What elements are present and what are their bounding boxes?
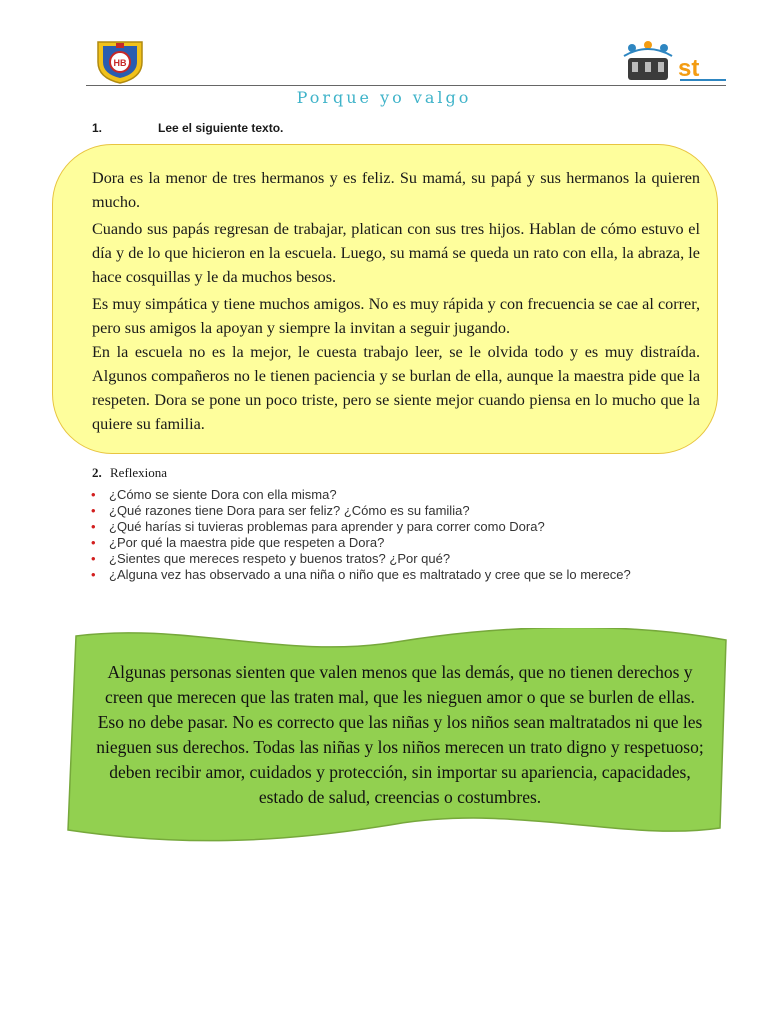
bullet-icon: • [91,519,96,534]
banner-text: Algunas personas sienten que valen menos que las demás, que no tienen derechos y creen que merecen que las traten mal, que les nieguen amor o que se burlen de ellas. Eso no debe pasar. No es correcto que las niñas y los niños sean maltratados ni que les nieguen sus derechos. Todas las niñas y los niños merecen un trato digno y respetuoso; deben recibir amor, cuidados y protección, sin importar su apariencia, capacidades, estado de salud, creencias o costumbres. [96,662,704,807]
bullet-icon: • [91,535,96,550]
sts-logo [620,40,730,84]
question-item [90,519,690,535]
reading-paragraph: Es muy simpática y tiene muchos amigos. No es muy rápida y con frecuencia se cae al correr, pero sus amigos la apoyan y siempre la invitan a seguir jugando. [92,295,700,337]
bullet-icon: • [91,551,96,566]
question-item [90,551,690,567]
reading-paragraph: Dora es la menor de tres hermanos y es feliz. Su mamá, su papá y sus hermanos la quieren mucho. [92,169,700,211]
section-1-number: 1. [92,121,103,135]
question-item [90,535,690,551]
section-2-label: Reflexiona [110,465,168,480]
bullet-icon: • [91,567,96,582]
question-list [90,487,690,583]
question-item [90,487,690,503]
right-logo-text: st [678,55,700,82]
bullet-icon: • [91,503,96,518]
left-logo-text: HB [113,58,127,68]
reading-paragraph: En la escuela no es la mejor, le cuesta trabajo leer, se le olvida todo y es muy distraída. Algunos compañeros no le tienen paciencia y se burlan de ella, aunque la maestra pide que la respeten. Dora se pone un poco triste, pero se siente mejor cuando piensa en lo mucho que la quiere su familia. [92,343,700,433]
question-text: ¿Qué razones tiene Dora para ser feliz? ¿Cómo es su familia? [109,503,470,518]
question-text: ¿Por qué la maestra pide que respeten a Dora? [109,535,385,550]
question-item [90,503,690,519]
section-1-label: Lee el siguiente texto. [158,121,284,135]
question-text: ¿Alguna vez has observado a una niña o niño que es maltratado y cree que se lo merece? [109,567,631,582]
question-text: ¿Sientes que mereces respeto y buenos tratos? ¿Por qué? [109,551,451,566]
reading-paragraph: Cuando sus papás regresan de trabajar, platican con sus tres hijos. Hablan de cómo estuvo el día y de lo que hicieron en la escuela. Luego, su mamá se queda un rato con ella, la abraza, le hace cosquillas y le da muchos besos. [92,220,700,286]
question-text: ¿Cómo se siente Dora con ella misma? [109,487,337,502]
reading-text [92,166,700,436]
section-2-number: 2. [92,465,102,480]
bullet-icon: • [91,487,96,502]
question-item [90,567,690,583]
header-divider [86,85,726,86]
school-shield-logo [92,40,148,84]
question-text: ¿Qué harías si tuvieras problemas para aprender y para correr como Dora? [109,519,545,534]
page-title: Porque yo valgo [296,88,472,107]
